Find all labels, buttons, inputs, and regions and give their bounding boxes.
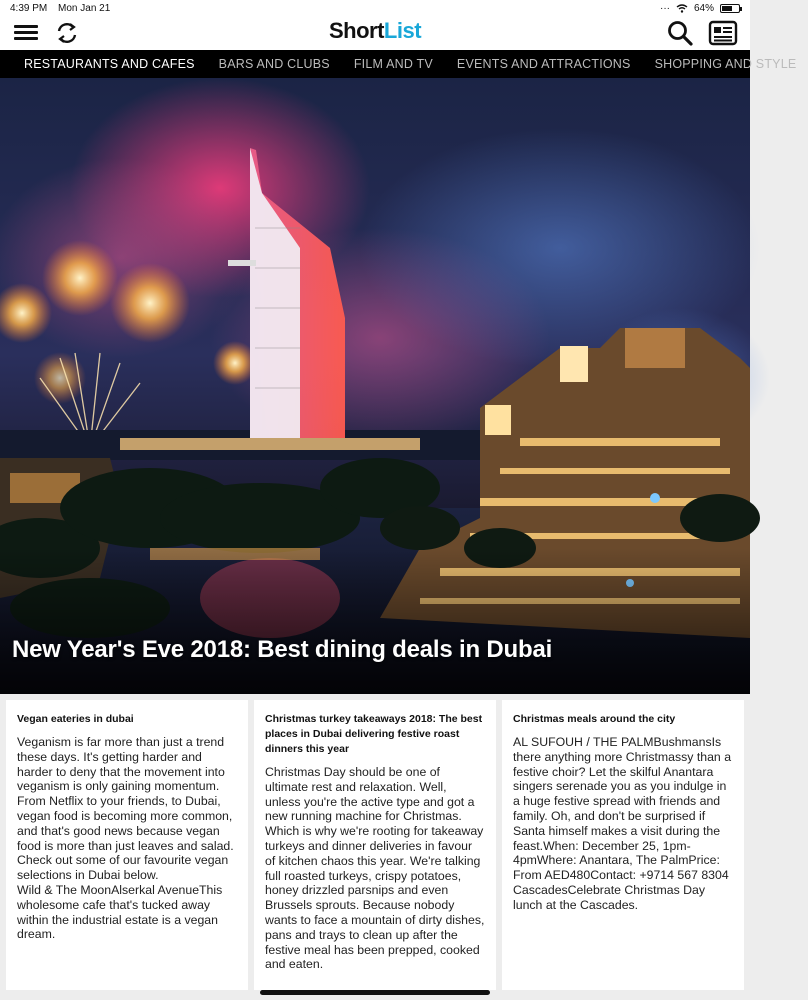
tab-restaurants-and-cafes[interactable]: RESTAURANTS AND CAFES bbox=[24, 57, 195, 71]
article-card[interactable] bbox=[502, 700, 744, 990]
tab-events-and-attractions[interactable]: EVENTS AND ATTRACTIONS bbox=[456, 57, 631, 71]
wifi-icon bbox=[676, 4, 688, 13]
status-time: 4:39 PM bbox=[10, 3, 48, 14]
article-card[interactable] bbox=[6, 700, 248, 990]
tab-film-and-tv[interactable]: FILM AND TV bbox=[353, 57, 433, 71]
hero-title[interactable]: New Year's Eve 2018: Best dining deals in Dubai bbox=[12, 636, 553, 663]
tab-shopping-and-style[interactable]: SHOPPING AND STYLE bbox=[654, 57, 797, 71]
tab-bars-and-clubs[interactable]: BARS AND CLUBS bbox=[218, 57, 330, 71]
status-date: Mon Jan 21 bbox=[58, 3, 111, 14]
article-card[interactable] bbox=[254, 700, 496, 990]
article-cards bbox=[0, 700, 750, 990]
shortlist-logo[interactable]: ShortList bbox=[328, 18, 422, 43]
article-title[interactable]: Vegan eateries in dubai bbox=[17, 713, 134, 725]
battery-percent: 64% bbox=[693, 3, 714, 14]
article-excerpt: AL SUFOUH / THE PALMBushmansIs there anything more Christmassy than a festive choir? Let the skilful Anantara singers serenade you as you indulge in a huge festive spread with friends and family. Oh, and don't be surprised if Santa himself makes a visit during the feast.When: December 25, 1pm-4pmWhere: Anantara, The PalmPrice: From AED480Contact: +9714 567 8304 CascadesCelebrate Christmas Day lunch at the Cascades. bbox=[513, 735, 732, 912]
article-excerpt: Christmas Day should be one of ultimate rest and relaxation. Well, unless you're the active type and got a new running machine for Christmas. Which is why we're rooting for takeaway turkeys and dinner deliveries in favour of kitchen chaos this year. We're talking full roasted turkeys, crispy potatoes, honey drizzled parsnips and even Brussels sprouts. Because nobody wants to face a mountain of dirty dishes, pans and trays to clean up after the festive meal has been prepped, cooked and eaten. bbox=[265, 765, 485, 972]
article-title[interactable]: Christmas turkey takeaways 2018: The best places in Dubai delivering festive roast dinners this year bbox=[265, 713, 483, 755]
app-header bbox=[0, 16, 750, 50]
status-bar bbox=[0, 0, 750, 16]
dots-icon: ··· bbox=[659, 3, 670, 14]
hero-image bbox=[0, 78, 750, 694]
battery-icon bbox=[720, 4, 740, 13]
category-nav bbox=[0, 50, 797, 78]
article-title[interactable]: Christmas meals around the city bbox=[513, 713, 676, 725]
article-excerpt: Veganism is far more than just a trend these days. It's getting harder and harder to deny that the movement into veganism is only gaining momentum. From Netflix to your friends, to Dubai, vegan food is becoming more common, and that's good news because vegan food is more than just leaves and salad. Check out some of our favourite vegan selections in Dubai below. Wild & The MoonAlserkal AvenueThis wholesome cafe that's tucked away within the industrial estate is a vegan dream. bbox=[17, 735, 234, 942]
hero-article[interactable] bbox=[0, 78, 750, 694]
home-indicator[interactable] bbox=[260, 990, 490, 995]
newspaper-icon[interactable] bbox=[708, 20, 738, 46]
search-icon[interactable] bbox=[666, 19, 694, 47]
